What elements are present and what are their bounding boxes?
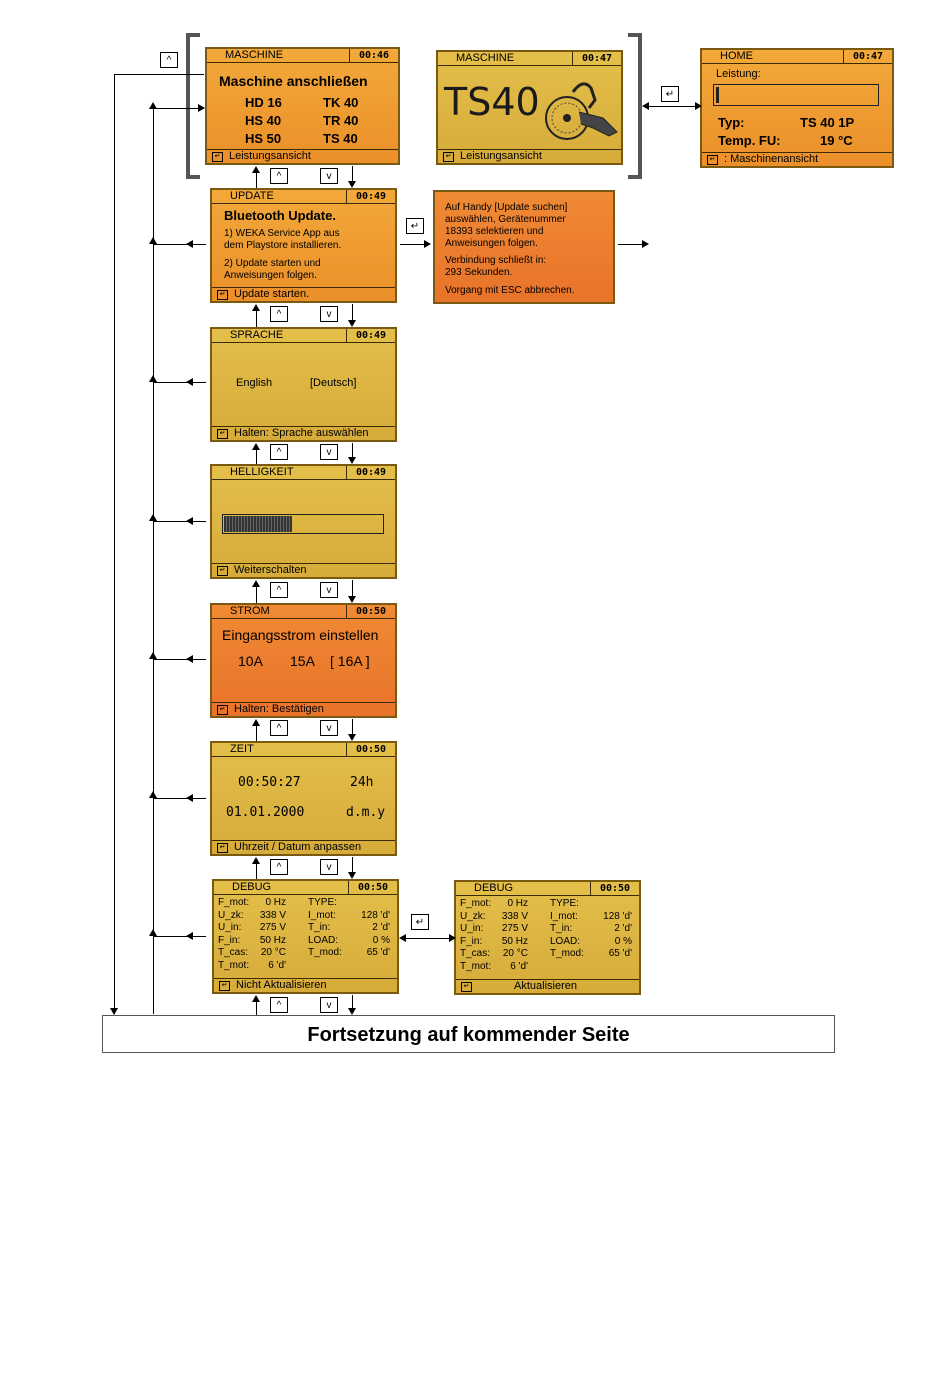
debug-cell: 275 V [259,922,286,933]
up-key: ^ [270,168,288,184]
up-key: ^ [270,306,288,322]
debug-cell: F_mot: [460,898,492,909]
outer-trunk-top [114,74,204,75]
bracket-right [628,33,642,179]
screen-update [210,188,397,303]
enter-icon: ↵ [217,290,228,300]
debug-cell: T_in: [308,922,331,933]
arrow-left [186,240,193,248]
zeit-date-format: d.m.y [346,805,386,820]
arrow-up [252,580,260,587]
debug-cell: F_in: [218,934,241,946]
arrow-down [348,1008,356,1015]
brightness-fill [224,516,292,532]
down-key: v [320,859,338,875]
screen-debug-refresh [454,880,641,995]
screen-clock: 00:47 [843,50,892,63]
debug-cell: LOAD: [308,934,339,946]
debug-cell: 128 'd' [361,909,390,921]
arrow-up [252,719,260,726]
info-line: Vorgang mit ESC abbrechen. [445,285,575,296]
debug-cell: F_in: [460,935,483,947]
arrow-right [642,240,649,248]
language-english: English [236,377,273,389]
debug-cell: U_zk: [218,909,244,921]
enter-icon: ↵ [217,705,228,715]
screen-footer: Uhrzeit / Datum anpassen [234,841,362,853]
debug-cell: 2 'd' [372,922,390,933]
down-link-line [352,719,353,735]
arrow-up [149,652,157,659]
branch-line [154,659,206,660]
up-link-line [256,1001,257,1015]
up-link-line [256,449,257,464]
typ-label: Typ: [718,115,745,130]
screen-debug [212,879,399,994]
machine-tr40: TR 40 [323,113,359,128]
info-line: Auf Handy [Update suchen] [445,202,568,213]
enter-icon: ↵ [217,429,228,439]
outer-trunk-line [114,74,115,1014]
typ-value: TS 40 1P [800,115,855,130]
arrow-down [110,1008,118,1015]
down-key: v [320,306,338,322]
zeit-clock: 00:50:27 [238,775,301,790]
screen-clock: 00:49 [346,466,395,479]
update-step1: 1) WEKA Service App aus [224,228,340,239]
debug-cell: 0 % [614,935,632,947]
current-15a: 15A [290,653,315,669]
debug-cell: T_in: [550,923,573,934]
link-line [400,244,426,245]
zeit-date: 01.01.2000 [226,805,305,820]
down-link-line [352,304,353,321]
ts40-model-label: TS40 [444,80,540,124]
arrow-up [149,791,157,798]
link-line [404,938,450,939]
debug-cell: T_cas: [460,948,491,959]
debug-cell: U_in: [218,922,242,933]
screen-strom [210,603,397,718]
arrow-left [186,794,193,802]
screen-title: DEBUG [232,881,272,893]
debug-cell: TYPE: [550,898,579,909]
info-line: Verbindung schließt in: [445,255,547,266]
current-16a: [ 16A ] [330,653,370,669]
debug-cell: 50 Hz [501,935,528,947]
debug-cell: 128 'd' [603,910,632,922]
update-step2: 2) Update starten und [224,258,321,269]
up-key: ^ [270,997,288,1013]
screen-title: UPDATE [230,190,274,202]
debug-cell: I_mot: [550,910,578,922]
debug-cell: TYPE: [308,897,337,908]
arrow-left [186,932,193,940]
screen-title: DEBUG [474,882,514,894]
screen-clock: 00:50 [590,882,639,895]
info-line: auswählen, Gerätenummer [445,214,566,225]
link-line [618,244,644,245]
maschine-heading: Maschine anschließen [219,73,368,89]
arrow-left [186,378,193,386]
branch-line [154,244,206,245]
zeit-format: 24h [350,775,374,790]
down-key: v [320,444,338,460]
down-link-line [352,580,353,597]
arrow-down [348,181,356,188]
debug-cell: 20 °C [502,948,528,959]
enter-icon: ↵ [217,566,228,576]
debug-cell: 65 'd' [608,948,632,959]
arrow-up [252,995,260,1002]
debug-cell: T_cas: [218,947,249,958]
down-link-line [352,995,353,1009]
update-heading: Bluetooth Update. [224,208,336,223]
enter-icon: ↵ [212,152,223,162]
enter-icon: ↵ [707,155,718,165]
arrow-right [695,102,702,110]
debug-cell: T_mot: [460,960,492,972]
arrow-up [149,514,157,521]
up-key: ^ [270,444,288,460]
enter-icon: ↵ [217,843,228,853]
machine-hd16: HD 16 [245,95,282,110]
debug-cell: 275 V [501,923,528,934]
screen-clock: 00:49 [346,329,395,342]
update-step1b: dem Playstore installieren. [224,240,342,251]
info-line: 18393 selektieren und [445,226,544,237]
screen-footer: Leistungsansicht [229,150,311,162]
screen-footer: Aktualisieren [514,980,577,992]
enter-key: ↵ [411,914,429,930]
machine-hs50: HS 50 [245,131,282,146]
screen-title: MASCHINE [456,52,515,64]
enter-icon: ↵ [461,982,472,992]
branch-line [154,521,206,522]
screen-title: STROM [230,605,270,617]
arrow-left [642,102,649,110]
current-10a: 10A [238,653,263,669]
down-key: v [320,997,338,1013]
screen-footer: Halten: Sprache auswählen [234,427,369,439]
arrow-right [424,240,431,248]
screen-clock: 00:49 [346,190,395,203]
debug-cell: 65 'd' [366,947,390,958]
debug-cell: U_zk: [460,910,486,922]
arrow-left [399,934,406,942]
debug-cell: 50 Hz [259,934,286,946]
info-line: 293 Sekunden. [445,267,513,278]
debug-cell: 2 'd' [614,923,632,934]
screen-footer: Halten: Bestätigen [234,703,324,715]
enter-key: ↵ [406,218,424,234]
screen-title: HELLIGKEIT [230,466,294,478]
screen-maschine-connect [205,47,400,165]
debug-cell: 338 V [259,909,286,921]
up-key: ^ [270,720,288,736]
screen-zeit [210,741,397,856]
arrow-right [449,934,456,942]
up-key: ^ [270,859,288,875]
arrow-up [149,375,157,382]
enter-key: ↵ [661,86,679,102]
arrow-down [348,734,356,741]
machine-hs40: HS 40 [245,113,282,128]
temp-value: 19 °C [820,133,853,148]
screen-title: ZEIT [230,743,254,755]
branch-line [154,108,204,109]
screen-footer: Update starten. [234,288,310,300]
info-line: Anweisungen folgen. [445,238,538,249]
arrow-up [252,304,260,311]
screen-title: SPRACHE [230,329,284,341]
debug-cell: 0 Hz [265,897,286,908]
debug-cell: T_mot: [218,959,250,971]
debug-cell: 20 °C [260,947,286,958]
down-link-line [352,166,353,182]
machine-ts40: TS 40 [323,131,358,146]
screen-clock: 00:50 [346,743,395,756]
strom-heading: Eingangsstrom einstellen [222,627,379,643]
screen-sprache [210,327,397,442]
language-deutsch: [Deutsch] [310,377,357,389]
down-link-line [352,443,353,458]
screen-helligkeit [210,464,397,579]
debug-cell: 6 'd' [268,959,286,971]
debug-cell: T_mod: [308,947,342,958]
up-link-line [256,310,257,327]
debug-cell: 338 V [501,910,528,922]
up-link-line [256,725,257,741]
screen-footer: Nicht Aktualisieren [236,979,327,991]
down-key: v [320,720,338,736]
brightness-bar [222,514,384,534]
enter-icon: ↵ [219,981,230,991]
branch-line [154,936,206,937]
update-step2b: Anweisungen folgen. [224,270,317,281]
arrow-down [348,457,356,464]
enter-icon: ↵ [443,152,454,162]
arrow-up [252,166,260,173]
screen-clock: 00:47 [572,52,621,65]
arrow-up [149,237,157,244]
leistung-label: Leistung: [716,68,761,80]
down-key: v [320,582,338,598]
arrow-left [186,655,193,663]
debug-cell: T_mod: [550,948,584,959]
up-key: ^ [160,52,178,68]
machine-tk40: TK 40 [323,95,359,110]
down-link-line [352,857,353,873]
arrow-down [348,320,356,327]
debug-cell: F_mot: [218,897,250,908]
screen-title: HOME [720,50,753,62]
debug-cell: 6 'd' [510,960,528,972]
screen-clock: 00:50 [348,881,397,894]
link-line [648,106,696,107]
screen-footer: : Maschinenansicht [724,153,819,165]
debug-cell: I_mot: [308,909,336,921]
arrow-left [198,104,205,112]
arrow-up [149,929,157,936]
debug-cell: U_in: [460,923,484,934]
screen-home [700,48,894,168]
continuation-note: Fortsetzung auf kommender Seite [102,1015,835,1053]
up-link-line [256,586,257,603]
debug-cell: 0 % [372,934,390,946]
debug-cell: 0 Hz [507,898,528,909]
screen-clock: 00:50 [346,605,395,618]
down-key: v [320,168,338,184]
arrow-down [348,596,356,603]
saw-machine-icon [543,74,621,146]
debug-cell: LOAD: [550,935,581,947]
arrow-up [252,443,260,450]
screen-footer: Leistungsansicht [460,150,542,162]
screen-title: MASCHINE [225,49,284,61]
screen-footer: Weiterschalten [234,564,307,576]
up-link-line [256,863,257,879]
screen-update-info [433,190,615,304]
arrow-left [186,517,193,525]
up-key: ^ [270,582,288,598]
arrow-up [252,857,260,864]
branch-line [154,382,206,383]
leistung-bar [713,84,879,106]
branch-line [154,798,206,799]
up-link-line [256,172,257,188]
screen-clock: 00:46 [349,49,398,62]
temp-label: Temp. FU: [718,133,781,148]
arrow-down [348,872,356,879]
screen-maschine-ts40 [436,50,623,165]
